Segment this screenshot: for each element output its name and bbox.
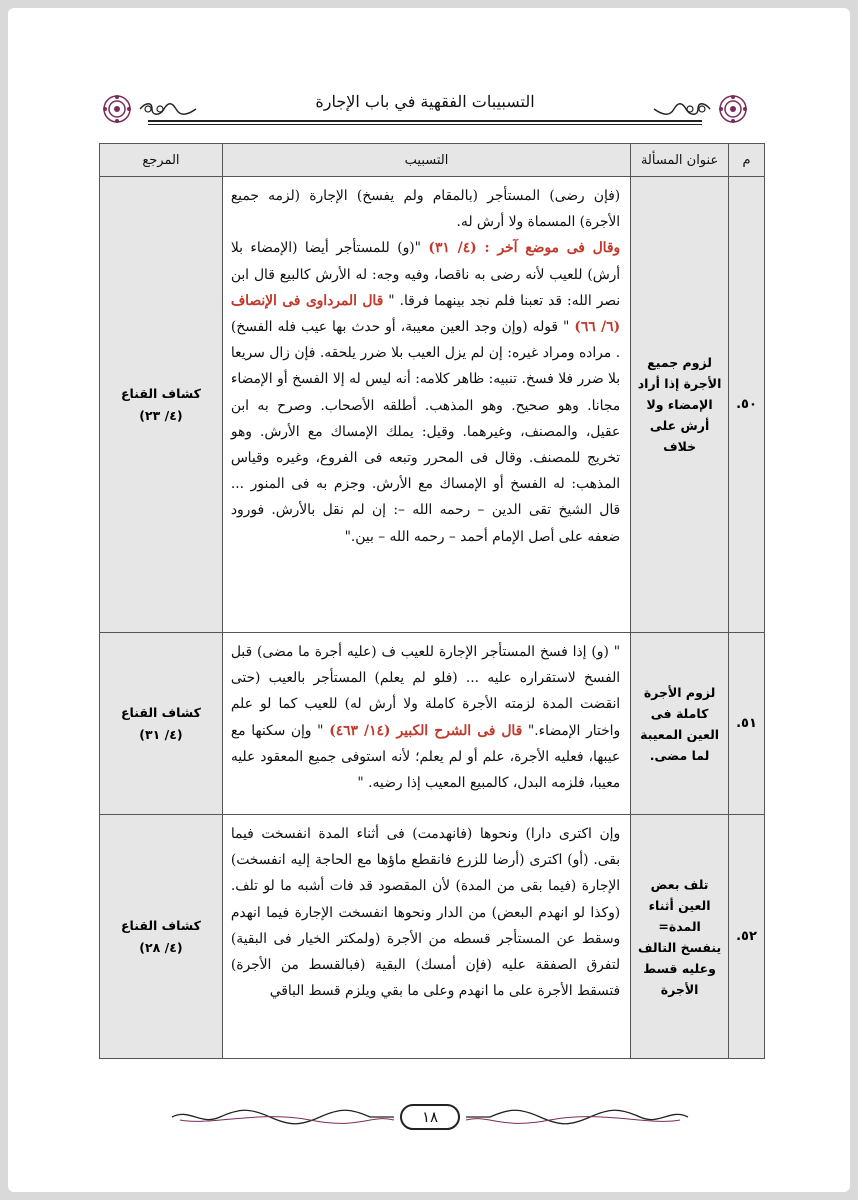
row-reference [100, 177, 223, 633]
reference-location: (٤/ ٣١) [139, 726, 183, 742]
reference-name: كشاف القناع [120, 385, 201, 401]
footer-flourish-icon [170, 1106, 395, 1128]
text-segment: " وإن سكنها مع عيبها، فعليه الأجرة، علم أو لم يعلم؛ لأنه استوفى جميع المعقود عليه معيبا، فلزمه البدل، كالمبيع المعيب إذا رضيه. " [230, 722, 621, 792]
text-segment: " قوله (وإن وجد العين معيبة، أو حدث بها عيب فله الفسخ) . مراده ومراد غيره: إن لم يزل العيب بلا ضرر يلحقه. فإن زال سريعا بلا ضرر فلا فسخ. تنبيه: ظاهر كلامه: أنه ليس له إلا الفسخ أو الإمضاء مجانا. وهو صحيح. وهو المذهب. أطلقه الأصحاب. وصرح به ابن عقيل، والمصنف، وغيرهما. وقيل: يملك الإمساك مع الأرش. وهو تخريج للمصنف. وقال فى المحرر وتبعه فى الفروع، وغيره وقياس المذهب: له الفسخ أو الإمساك مع الأرش. وجزم به فى المنور ... قال الشيخ تقى الدين – رحمه الله –: إن لم نقل بالأرش. فورود ضعفه على أصل الإمام أحمد – رحمه الله – بين." [230, 319, 621, 545]
rulings-table [99, 143, 765, 1059]
reference-location: (٤/ ٢٣) [139, 407, 183, 423]
reference-location: (٤/ ٢٨) [139, 939, 183, 955]
text-segment: "(و) للمستأجر أيضا (الإمضاء بلا أرش) للعيب لأنه رضى به ناقصا، وفيه وجه: له الأرش كالبيع قال ابن نصر الله: قد تعبنا فلم نجد بينهما فرقا. " [230, 240, 621, 309]
table-row [100, 815, 765, 1059]
row-title: لزوم جميع الأجرة إذا أراد الإمضاء ولا أرش على خلاف [631, 177, 729, 633]
text-segment: وإن اكترى دارا) ونحوها (فانهدمت) فى أثناء المدة انفسخت فيما بقى. (أو) اكترى (أرضا للزرع فانقطع ماؤها مع الحاجة إليه انفسخت) الإجارة (فيما بقى من المدة) لأن المقصود قد فات أشبه ما لو تلف. (وكذا لو انهدم البعض) من الدار ونحوها انفسخت الإجارة فيما انهدم وسقط عن المستأجر قسطه من الأجرة (ولمكتر الخيار فى البقية) لتفرق الصفقة عليه (فإن أمسك) البقية (فبالقسط من الأجرة) فتسقط الأجرة على ما انهدم وعلى ما بقي ويلزم قسط الباقي [230, 826, 621, 1000]
citation-highlight: قال المرداوى فى الإنصاف (٦/ ٦٦) [230, 292, 621, 336]
row-reference [100, 815, 223, 1059]
row-reference [100, 633, 223, 815]
page-header [90, 88, 760, 136]
row-text [222, 177, 630, 633]
text-segment: " (و) إذا فسخ المستأجر الإجارة للعيب ف (عليه أجرة ما مضى) قبل الفسخ لاستقراره عليه ... (فلو لم يعلم) المستأجر بالعيب (حتى انقضت المدة لزمته الأجرة كاملة ولا أرش له) للعيب كما لو علم واختار الإمضاء." [230, 644, 621, 739]
row-title: تلف بعض العين أثناء المدة= ينفسخ التالف وعليه قسط الأجرة [631, 815, 729, 1059]
table-header-row [100, 144, 765, 177]
row-number: ٥٠. [729, 177, 765, 633]
header-rule [148, 124, 702, 125]
row-number: ٥١. [729, 633, 765, 815]
citation-highlight: وقال فى موضع آخر : (٤/ ٣١) [428, 240, 621, 257]
footer-flourish-icon [465, 1106, 690, 1128]
page-footer [170, 1098, 690, 1138]
header-title: عنوان المسألة [631, 144, 729, 177]
row-number: ٥٢. [729, 815, 765, 1059]
text-segment: (فإن رضى) المستأجر (بالمقام ولم يفسخ) الإجارة (لزمه جميع الأجرة) المسماة ولا أرش له. [230, 188, 621, 231]
table-row [100, 633, 765, 815]
page-number: ١٨ [400, 1104, 460, 1130]
header-title: التسبيبات الفقهية في باب الإجارة [315, 92, 535, 111]
citation-highlight: قال فى الشرح الكبير (١٤/ ٤٦٣) [329, 722, 523, 739]
scroll-flourish-icon [652, 102, 712, 116]
header-ref: المرجع [100, 144, 223, 177]
row-text [222, 633, 630, 815]
header-num: م [729, 144, 765, 177]
reference-name: كشاف القناع [120, 917, 201, 933]
reference-name: كشاف القناع [120, 704, 201, 720]
row-title: لزوم الأجرة كاملة فى العين المعيبة لما مضى. [631, 633, 729, 815]
flower-ornament-icon [718, 94, 748, 124]
table-row [100, 177, 765, 633]
header-rule [148, 120, 702, 122]
row-text [222, 815, 630, 1059]
header-text: التسبيب [222, 144, 630, 177]
